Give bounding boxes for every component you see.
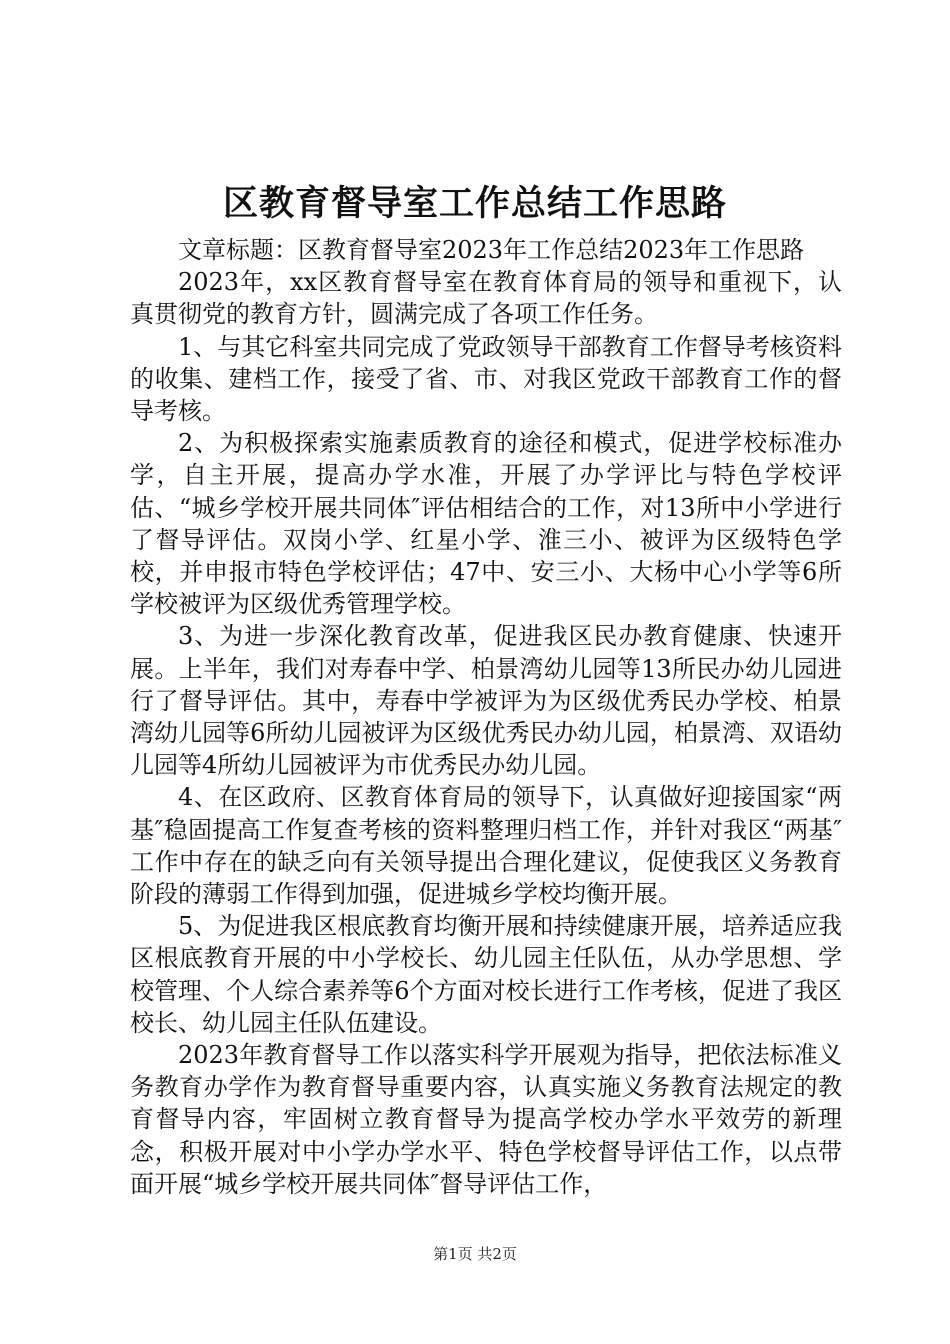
paragraph-intro: 2023年，xx区教育督导室在教育体育局的领导和重视下，认真贯彻党的教育方针，圆满完成了各项工作任务。 <box>130 268 842 329</box>
paragraph-item-5: 5、为促进我区根底教育均衡开展和持续健康开展，培养适应我区根底教育开展的中小学校长、幼儿园主任队伍，从办学思想、学校管理、个人综合素养等6个方面对校长进行工作考核，促进了我区校长、幼儿园主任队伍建设。 <box>130 912 842 1037</box>
document-body <box>130 234 842 1200</box>
paragraph-item-4: 4、在区政府、区教育体育局的领导下，认真做好迎接国家“两基″稳固提高工作复查考核的资料整理归档工作，并针对我区“两基″工作中存在的缺乏向有关领导提出合理化建议，促使我区义务教育阶段的薄弱工作得到加强，促进城乡学校均衡开展。 <box>130 783 842 909</box>
paragraph-article-title: 文章标题：区教育督导室2023年工作总结2023年工作思路 <box>178 236 805 264</box>
paragraph-item-3: 3、为进一步深化教育改革，促进我区民办教育健康、快速开展。上半年，我们对寿春中学、柏景湾幼儿园等13所民办幼儿园进行了督导评估。其中，寿春中学被评为为区级优秀民办学校、柏景湾幼儿园等6所幼儿园被评为区级优秀民办幼儿园，柏景湾、双语幼儿园等4所幼儿园被评为市优秀民办幼儿园。 <box>130 622 842 780</box>
paragraph-item-2: 2、为积极探索实施素质教育的途径和模式，促进学校标准办学，自主开展，提高办学水准，开展了办学评比与特色学校评估、“城乡学校开展共同体″评估相结合的工作，对13所中小学进行了督导评估。双岗小学、红星小学、淮三小、被评为区级特色学校，并申报市特色学校评估；47中、安三小、大杨中心小学等6所学校被评为区级优秀管理学校。 <box>130 429 842 619</box>
document-title: 区教育督导室工作总结工作思路 <box>222 183 727 224</box>
paragraph-item-1: 1、与其它科室共同完成了党政领导干部教育工作督导考核资料的收集、建档工作，接受了省、市、对我区党政干部教育工作的督导考核。 <box>130 332 842 426</box>
paragraph-plan: 2023年教育督导工作以落实科学开展观为指导，把依法标准义务教育办学作为教育督导重要内容，认真实施义务教育法规定的教育督导内容，牢固树立教育督导为提高学校办学水平效劳的新理念，积极开展对中小学办学水平、特色学校督导评估工作，以点带面开展“城乡学校开展共同体″督导评估工作， <box>130 1041 842 1198</box>
page-footer: 第1页 共2页 <box>433 1245 517 1263</box>
